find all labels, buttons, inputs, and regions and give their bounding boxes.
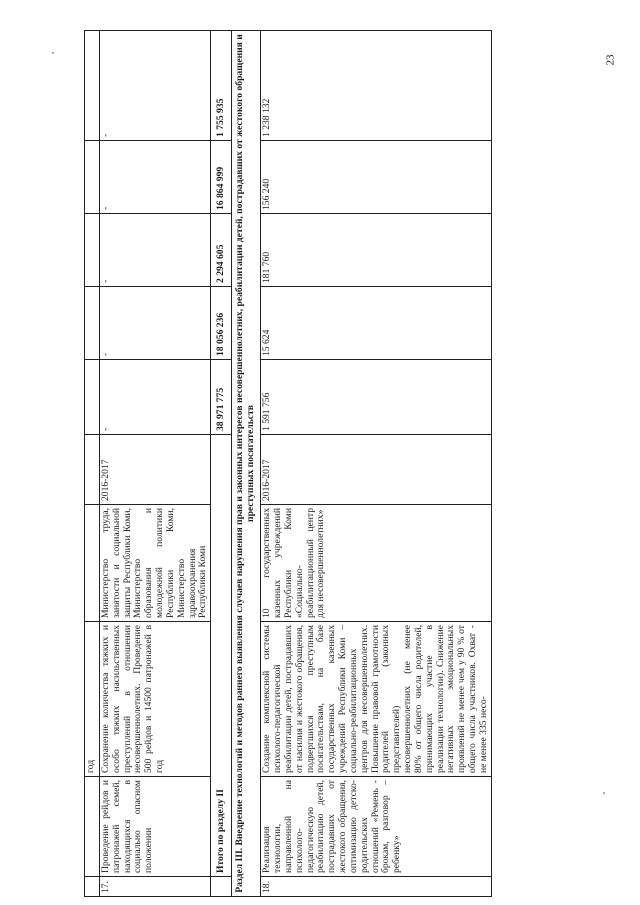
table-row-17 — [100, 31, 211, 897]
executor-text: Министерство труда, занятости и социальной защиты Республики Коми, Министерство образования и молодежной политики Республики Коми, Министерство здравоохранения Республики Коми — [100, 505, 211, 622]
total-value: - — [100, 360, 211, 435]
event-text: Реализация технологии, направленной на психолого-педагогическую реабилитацию детей, пострадавших от жестокого обращения, оптимизацию детско-родительских отношений «Ремень - брокам, разговор – ребенку» — [261, 777, 491, 877]
table-row-total-section-2 — [211, 31, 232, 897]
row-number: 18. — [261, 877, 491, 897]
value-c4: 1 238 132 — [261, 31, 491, 141]
cell-event — [85, 777, 100, 877]
value-c2: - — [100, 214, 211, 287]
value-c3: 156 240 — [261, 141, 491, 214]
row-number: 17. — [100, 877, 211, 897]
table-row-section-3 — [232, 31, 261, 897]
cell-total — [85, 360, 100, 435]
cell-c3 — [85, 141, 100, 214]
cell-no — [211, 877, 232, 897]
cell-c1 — [85, 287, 100, 360]
value-c4: - — [100, 31, 211, 141]
cell-years — [85, 435, 100, 505]
value-c1: 18 056 236 — [211, 287, 232, 360]
rotated-table-wrapper — [84, 31, 492, 897]
value-c2: 181 760 — [261, 214, 491, 287]
table-row-continuation — [85, 31, 100, 897]
budget-table — [84, 30, 492, 897]
executor-text: 10 государственных казенных учреждений Республики Коми «Социально-реабилитационный центр для несовершеннолетних» — [261, 505, 491, 622]
value-c3: 16 864 999 — [211, 141, 232, 214]
indicator-text: Сохранение количества тяжких и особо тяжких насильственных преступлений в отношении несовершеннолетних. Проведение 500 рейдов и 14500 патронажей в год — [100, 622, 211, 777]
value-c3: - — [100, 141, 211, 214]
table-row-18 — [261, 31, 491, 897]
cell-executor — [85, 505, 100, 622]
page-number: 23 — [604, 54, 617, 66]
value-c4: 1 755 935 — [211, 31, 232, 141]
years-text: 2016-2017 — [261, 435, 491, 505]
cell-c4 — [85, 31, 100, 141]
scan-dot — [52, 52, 54, 54]
total-value: 38 971 775 — [211, 360, 232, 435]
cell-indicator: год — [85, 622, 100, 777]
scan-dot — [603, 792, 605, 794]
value-c1: - — [100, 287, 211, 360]
total-value: 1 591 756 — [261, 360, 491, 435]
total-label: Итого по разделу II — [211, 435, 232, 877]
years-text: 2016-2017 — [100, 435, 211, 505]
value-c1: 15 624 — [261, 287, 491, 360]
cell-no — [85, 877, 100, 897]
event-text: Проведение рейдов и патронажей семей, находящихся в социально опасном положении — [100, 777, 211, 877]
value-c2: 2 294 605 — [211, 214, 232, 287]
section-heading: Раздел III. Внедрение технологий и методов раннего выявления случаев нарушения прав и законных интересов несовершеннолетних, реабилитации детей, пострадавших от жестокого обращения и преступных посягательств — [232, 31, 261, 897]
cell-c2 — [85, 214, 100, 287]
indicator-text: Создание комплексной системы психолого-педагогической реабилитации детей, пострадавших от насилия и жестокого обращения, подвергшихся преступным посягательствам, на базе государственных казенных учреждений Республики Коми – социально-реабилитационных центров для несовершеннолетних. Повышение правовой грамотности родителей (законных представителей) несовершеннолетних (не менее 80% от общего числа родителей, принимающих участие в реализации технологии). Снижение негативных эмоциональных проявлений не менее чем у 90 % от общего числа участников. Охват - не менее 335 несо- — [261, 622, 491, 777]
